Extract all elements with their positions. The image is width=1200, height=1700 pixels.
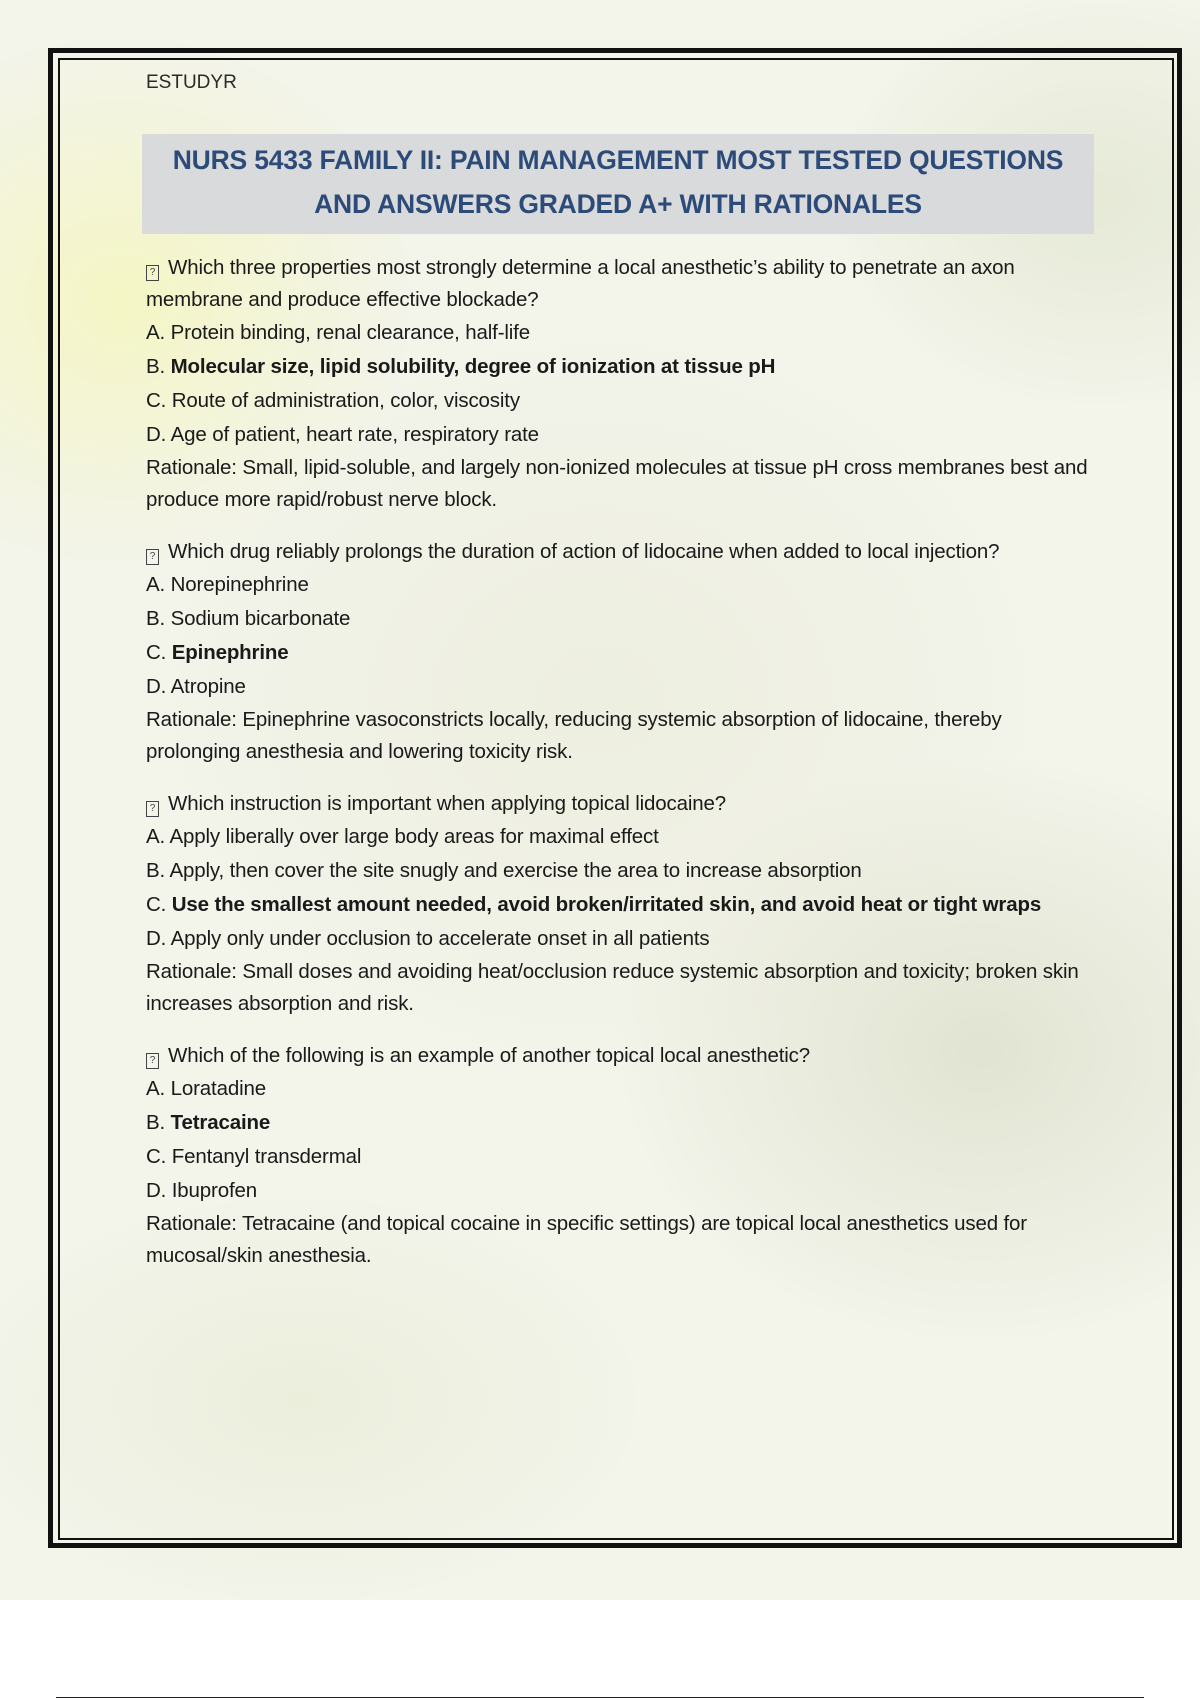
document-title-box bbox=[142, 134, 1094, 234]
missing-glyph-icon: ? bbox=[146, 549, 159, 565]
missing-glyph-icon: ? bbox=[146, 801, 159, 817]
answer-option bbox=[146, 1140, 1094, 1174]
option-letter: C. bbox=[146, 389, 167, 412]
answer-option bbox=[146, 636, 1094, 670]
option-text: Loratadine bbox=[170, 1077, 267, 1100]
answer-option bbox=[146, 418, 1094, 452]
missing-glyph-icon: ? bbox=[146, 265, 159, 281]
option-letter: A. bbox=[146, 1077, 166, 1100]
correct-answer-text: Epinephrine bbox=[171, 641, 289, 664]
answer-option bbox=[146, 820, 1094, 854]
document-title-line-1: NURS 5433 FAMILY II: PAIN MANAGEMENT MOST TESTED QUESTIONS bbox=[172, 145, 1064, 175]
answer-option bbox=[146, 568, 1094, 602]
rationale-text: Rationale: Small doses and avoiding heat/occlusion reduce systemic absorption and toxicity; broken skin increases absorption and risk. bbox=[146, 960, 1079, 1015]
rationale-text: Rationale: Small, lipid-soluble, and largely non-ionized molecules at tissue pH cross membranes best and produce more rapid/robust nerve block. bbox=[146, 456, 1088, 511]
option-letter: D. bbox=[146, 927, 167, 950]
question-text: Which drug reliably prolongs the duration of action of lidocaine when added to local injection? bbox=[168, 540, 1000, 563]
option-text: Age of patient, heart rate, respiratory rate bbox=[170, 423, 539, 446]
brand-label: ESTUDYR bbox=[146, 72, 237, 93]
option-letter: D. bbox=[146, 1179, 167, 1202]
question-text: Which of the following is an example of another topical local anesthetic? bbox=[168, 1044, 811, 1067]
document-title-line-2: AND ANSWERS GRADED A+ WITH RATIONALES bbox=[314, 189, 922, 219]
option-text: Protein binding, renal clearance, half-life bbox=[170, 321, 530, 344]
question-block bbox=[146, 536, 1094, 768]
answer-option bbox=[146, 350, 1094, 384]
question-block bbox=[146, 788, 1094, 1020]
question-stem bbox=[146, 1040, 1094, 1072]
document-content bbox=[146, 70, 1094, 1292]
option-letter: A. bbox=[146, 573, 166, 596]
option-letter: D. bbox=[146, 423, 167, 446]
answer-option bbox=[146, 1174, 1094, 1208]
rationale-text: Rationale: Epinephrine vasoconstricts locally, reducing systemic absorption of lidocaine, thereby prolonging anesthesia and lowering toxicity risk. bbox=[146, 708, 1002, 763]
question-block bbox=[146, 1040, 1094, 1272]
rationale-text: Rationale: Tetracaine (and topical cocaine in specific settings) are topical local anesthetics used for mucosal/skin anesthesia. bbox=[146, 1212, 1027, 1267]
option-letter: A. bbox=[146, 321, 166, 344]
correct-answer-text: Molecular size, lipid solubility, degree of ionization at tissue pH bbox=[170, 355, 776, 378]
answer-option bbox=[146, 316, 1094, 350]
answer-option bbox=[146, 1072, 1094, 1106]
option-text: Route of administration, color, viscosity bbox=[171, 389, 520, 412]
option-text: Atropine bbox=[170, 675, 246, 698]
option-text: Ibuprofen bbox=[171, 1179, 258, 1202]
option-text: Apply only under occlusion to accelerate onset in all patients bbox=[170, 927, 710, 950]
option-letter: B. bbox=[146, 607, 166, 630]
option-letter: C. bbox=[146, 893, 167, 916]
option-text: Sodium bicarbonate bbox=[170, 607, 351, 630]
answer-option bbox=[146, 384, 1094, 418]
question-block bbox=[146, 252, 1094, 516]
option-letter: D. bbox=[146, 675, 167, 698]
option-letter: B. bbox=[146, 859, 166, 882]
missing-glyph-icon: ? bbox=[146, 1053, 159, 1069]
option-text: Fentanyl transdermal bbox=[171, 1145, 362, 1168]
option-letter: C. bbox=[146, 1145, 167, 1168]
option-text: Apply, then cover the site snugly and exercise the area to increase absorption bbox=[169, 859, 862, 882]
option-letter: C. bbox=[146, 641, 167, 664]
question-text: Which three properties most strongly determine a local anesthetic’s ability to penetrate an axon membrane and produce effective blockade? bbox=[146, 256, 1015, 311]
option-letter: B. bbox=[146, 355, 166, 378]
question-stem bbox=[146, 252, 1094, 316]
footer-divider bbox=[56, 1697, 1144, 1698]
question-stem bbox=[146, 788, 1094, 820]
answer-option bbox=[146, 854, 1094, 888]
answer-option bbox=[146, 1106, 1094, 1140]
correct-answer-text: Use the smallest amount needed, avoid broken/irritated skin, and avoid heat or tight wraps bbox=[171, 893, 1042, 916]
question-text: Which instruction is important when applying topical lidocaine? bbox=[168, 792, 727, 815]
option-text: Norepinephrine bbox=[170, 573, 309, 596]
answer-option bbox=[146, 602, 1094, 636]
answer-option bbox=[146, 670, 1094, 704]
answer-option bbox=[146, 888, 1094, 922]
correct-answer-text: Tetracaine bbox=[170, 1111, 271, 1134]
question-stem bbox=[146, 536, 1094, 568]
answer-option bbox=[146, 922, 1094, 956]
question-list bbox=[146, 252, 1094, 1272]
option-text: Apply liberally over large body areas for maximal effect bbox=[169, 825, 659, 848]
option-letter: A. bbox=[146, 825, 166, 848]
option-letter: B. bbox=[146, 1111, 166, 1134]
